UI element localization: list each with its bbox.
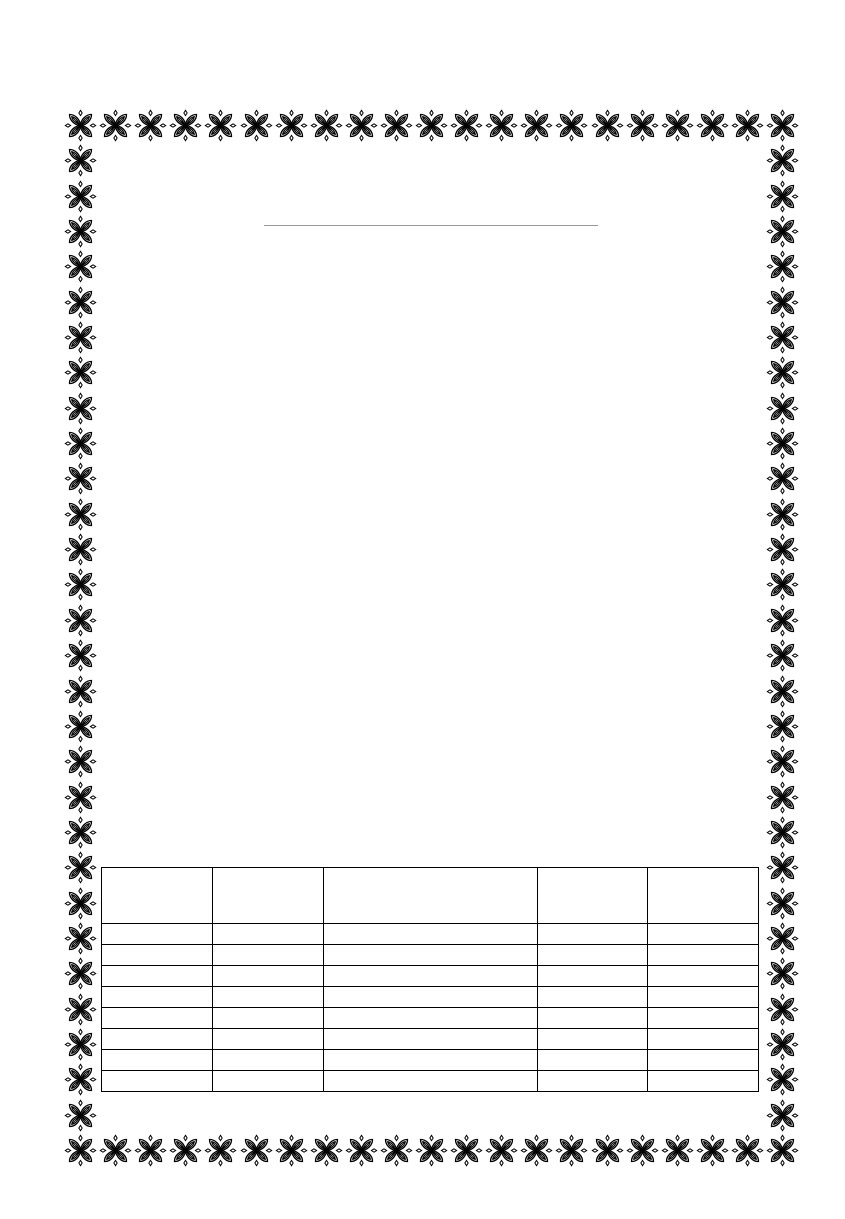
four-petal-flower-icon <box>766 533 799 566</box>
four-petal-flower-icon <box>64 1063 97 1096</box>
four-petal-flower-icon <box>591 109 624 142</box>
table-row <box>102 924 759 945</box>
four-petal-flower-icon <box>204 109 237 142</box>
table-row <box>102 966 759 987</box>
four-petal-flower-icon <box>310 109 343 142</box>
four-petal-flower-icon <box>240 109 273 142</box>
table-cell <box>538 987 648 1008</box>
four-petal-flower-icon <box>520 109 553 142</box>
four-petal-flower-icon <box>64 851 97 884</box>
four-petal-flower-icon <box>64 957 97 990</box>
four-petal-flower-icon <box>766 922 799 955</box>
four-petal-flower-icon <box>64 568 97 601</box>
four-petal-flower-icon <box>64 286 97 319</box>
table-cell <box>102 1008 213 1029</box>
four-petal-flower-icon <box>555 109 588 142</box>
table-cell <box>324 1029 538 1050</box>
table-cell <box>538 1071 648 1092</box>
table-row <box>102 987 759 1008</box>
four-petal-flower-icon <box>485 109 518 142</box>
record-table <box>101 867 759 1092</box>
four-petal-flower-icon <box>310 1134 343 1167</box>
table-header-cell <box>102 868 213 924</box>
table-header-cell <box>213 868 324 924</box>
four-petal-flower-icon <box>64 993 97 1026</box>
four-petal-flower-icon <box>766 498 799 531</box>
table-cell <box>538 924 648 945</box>
four-petal-flower-icon <box>591 1134 624 1167</box>
four-petal-flower-icon <box>240 1134 273 1167</box>
four-petal-flower-icon <box>345 109 378 142</box>
four-petal-flower-icon <box>626 1134 659 1167</box>
four-petal-flower-icon <box>766 604 799 637</box>
four-petal-flower-icon <box>99 1134 132 1167</box>
four-petal-flower-icon <box>64 356 97 389</box>
table-cell <box>648 1050 759 1071</box>
four-petal-flower-icon <box>661 109 694 142</box>
table-row <box>102 945 759 966</box>
table-cell <box>102 1029 213 1050</box>
four-petal-flower-icon <box>380 109 413 142</box>
table-row <box>102 1050 759 1071</box>
four-petal-flower-icon <box>64 180 97 213</box>
four-petal-flower-icon <box>731 109 764 142</box>
four-petal-flower-icon <box>766 180 799 213</box>
four-petal-flower-icon <box>169 1134 202 1167</box>
four-petal-flower-icon <box>766 144 799 177</box>
four-petal-flower-icon <box>415 1134 448 1167</box>
four-petal-flower-icon <box>134 1134 167 1167</box>
four-petal-flower-icon <box>380 1134 413 1167</box>
four-petal-flower-icon <box>766 639 799 672</box>
table-cell <box>102 966 213 987</box>
four-petal-flower-icon <box>766 1099 799 1132</box>
four-petal-flower-icon <box>766 109 799 142</box>
table-cell <box>213 924 324 945</box>
four-petal-flower-icon <box>766 1028 799 1061</box>
four-petal-flower-icon <box>766 816 799 849</box>
four-petal-flower-icon <box>64 215 97 248</box>
four-petal-flower-icon <box>766 392 799 425</box>
four-petal-flower-icon <box>766 1063 799 1096</box>
four-petal-flower-icon <box>766 568 799 601</box>
four-petal-flower-icon <box>415 109 448 142</box>
table-cell <box>102 924 213 945</box>
table-cell <box>648 1071 759 1092</box>
four-petal-flower-icon <box>64 427 97 460</box>
four-petal-flower-icon <box>64 781 97 814</box>
four-petal-flower-icon <box>204 1134 237 1167</box>
four-petal-flower-icon <box>766 745 799 778</box>
table-row <box>102 1008 759 1029</box>
four-petal-flower-icon <box>275 1134 308 1167</box>
table-header-cell <box>324 868 538 924</box>
table-header-cell <box>538 868 648 924</box>
four-petal-flower-icon <box>450 109 483 142</box>
four-petal-flower-icon <box>766 462 799 495</box>
four-petal-flower-icon <box>696 109 729 142</box>
table-cell <box>213 966 324 987</box>
table-header-cell <box>648 868 759 924</box>
table-row <box>102 1071 759 1092</box>
table-cell <box>538 1029 648 1050</box>
four-petal-flower-icon <box>64 321 97 354</box>
four-petal-flower-icon <box>766 427 799 460</box>
table-cell <box>102 945 213 966</box>
four-petal-flower-icon <box>64 639 97 672</box>
table-cell <box>538 1050 648 1071</box>
four-petal-flower-icon <box>64 1134 97 1167</box>
table-cell <box>102 1050 213 1071</box>
four-petal-flower-icon <box>64 250 97 283</box>
four-petal-flower-icon <box>626 109 659 142</box>
four-petal-flower-icon <box>64 533 97 566</box>
four-petal-flower-icon <box>766 356 799 389</box>
four-petal-flower-icon <box>766 321 799 354</box>
four-petal-flower-icon <box>64 922 97 955</box>
four-petal-flower-icon <box>485 1134 518 1167</box>
table-body <box>102 924 759 1092</box>
four-petal-flower-icon <box>134 109 167 142</box>
four-petal-flower-icon <box>766 286 799 319</box>
four-petal-flower-icon <box>696 1134 729 1167</box>
four-petal-flower-icon <box>64 816 97 849</box>
four-petal-flower-icon <box>766 250 799 283</box>
four-petal-flower-icon <box>555 1134 588 1167</box>
four-petal-flower-icon <box>99 109 132 142</box>
table-cell <box>538 1008 648 1029</box>
table-cell <box>213 1050 324 1071</box>
four-petal-flower-icon <box>766 675 799 708</box>
four-petal-flower-icon <box>64 604 97 637</box>
table-cell <box>648 966 759 987</box>
four-petal-flower-icon <box>64 1028 97 1061</box>
table-cell <box>538 966 648 987</box>
four-petal-flower-icon <box>64 498 97 531</box>
table-cell <box>213 1029 324 1050</box>
four-petal-flower-icon <box>731 1134 764 1167</box>
four-petal-flower-icon <box>766 710 799 743</box>
four-petal-flower-icon <box>766 1134 799 1167</box>
four-petal-flower-icon <box>766 957 799 990</box>
four-petal-flower-icon <box>64 710 97 743</box>
table-cell <box>648 924 759 945</box>
table-cell <box>324 1008 538 1029</box>
table-cell <box>324 945 538 966</box>
four-petal-flower-icon <box>520 1134 553 1167</box>
table-cell <box>213 945 324 966</box>
four-petal-flower-icon <box>661 1134 694 1167</box>
table-cell <box>648 945 759 966</box>
table-cell <box>324 924 538 945</box>
four-petal-flower-icon <box>64 745 97 778</box>
four-petal-flower-icon <box>766 781 799 814</box>
four-petal-flower-icon <box>64 887 97 920</box>
table-cell <box>213 1071 324 1092</box>
four-petal-flower-icon <box>450 1134 483 1167</box>
four-petal-flower-icon <box>766 215 799 248</box>
table-cell <box>648 1029 759 1050</box>
table-cell <box>324 987 538 1008</box>
four-petal-flower-icon <box>64 462 97 495</box>
table-cell <box>213 987 324 1008</box>
table-cell <box>648 987 759 1008</box>
table-cell <box>324 1050 538 1071</box>
table-cell <box>213 1008 324 1029</box>
four-petal-flower-icon <box>766 887 799 920</box>
table-cell <box>648 1008 759 1029</box>
table-header-row <box>102 868 759 924</box>
four-petal-flower-icon <box>275 109 308 142</box>
four-petal-flower-icon <box>64 1099 97 1132</box>
four-petal-flower-icon <box>64 109 97 142</box>
table-cell <box>324 966 538 987</box>
four-petal-flower-icon <box>169 109 202 142</box>
table-cell <box>102 987 213 1008</box>
table-cell <box>324 1071 538 1092</box>
four-petal-flower-icon <box>766 851 799 884</box>
four-petal-flower-icon <box>64 392 97 425</box>
table-cell <box>102 1071 213 1092</box>
four-petal-flower-icon <box>345 1134 378 1167</box>
four-petal-flower-icon <box>64 144 97 177</box>
table-cell <box>538 945 648 966</box>
table-row <box>102 1029 759 1050</box>
four-petal-flower-icon <box>766 993 799 1026</box>
four-petal-flower-icon <box>64 675 97 708</box>
title-underline <box>264 225 598 226</box>
